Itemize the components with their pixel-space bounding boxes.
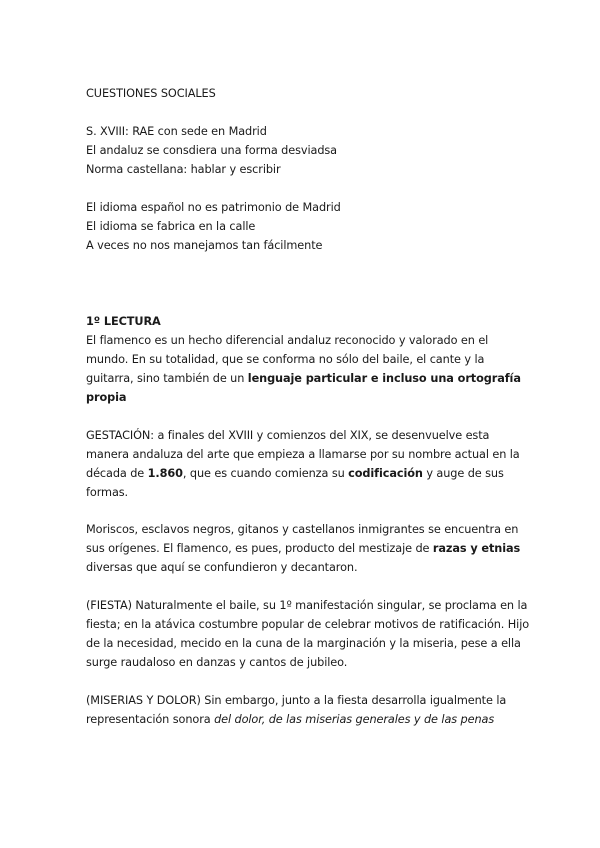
note-line: El idioma español no es patrimonio de Madrid [86, 201, 341, 214]
note-line: A veces no nos manejamos tan fácilmente [86, 239, 323, 252]
note-line: Norma castellana: hablar y escribir [86, 163, 281, 176]
doc-title: CUESTIONES SOCIALES [86, 87, 216, 100]
paragraph-line: diversas que aquí se confundieron y decantaron. [86, 561, 358, 574]
paragraph-line: formas. [86, 486, 129, 499]
paragraph-line: GESTACIÓN: a finales del XVIII y comienzos del XIX, se desenvuelve esta [86, 429, 490, 442]
paragraph-line: (MISERIAS Y DOLOR) Sin embargo, junto a la fiesta desarrolla igualmente la [86, 694, 507, 707]
paragraph-line: década de 1.860, que es cuando comienza su codificación y auge de sus [86, 467, 504, 480]
paragraph-line: (FIESTA) Naturalmente el baile, su 1º manifestación singular, se proclama en la [86, 599, 528, 612]
paragraph-line: mundo. En su totalidad, que se conforma no sólo del baile, el cante y la [86, 353, 485, 366]
paragraph-line: manera andaluza del arte que empieza a llamarse por su nombre actual en la [86, 448, 520, 461]
paragraph-line: Moriscos, esclavos negros, gitanos y castellanos inmigrantes se encuentra en [86, 523, 519, 536]
paragraph-line: surge raudaloso en danzas y cantos de jubileo. [86, 656, 348, 669]
note-line: S. XVIII: RAE con sede en Madrid [86, 125, 267, 138]
paragraph-line: de la necesidad, mecido en la cuna de la marginación y la miseria, pese a ella [86, 637, 521, 650]
paragraph-line: guitarra, sino también de un lenguaje particular e incluso una ortografía [86, 372, 521, 385]
paragraph-line: representación sonora del dolor, de las miserias generales y de las penas [86, 713, 495, 726]
note-line: El idioma se fabrica en la calle [86, 220, 256, 233]
paragraph-line: El flamenco es un hecho diferencial andaluz reconocido y valorado en el [86, 334, 489, 347]
paragraph-line: propia [86, 391, 127, 404]
paragraph-line: fiesta; en la atávica costumbre popular de celebrar motivos de ratificación. Hijo [86, 618, 530, 631]
section-heading: 1º LECTURA [86, 315, 161, 328]
paragraph-line: sus orígenes. El flamenco, es pues, producto del mestizaje de razas y etnias [86, 542, 521, 555]
note-line: El andaluz se consdiera una forma desviadsa [86, 144, 337, 157]
